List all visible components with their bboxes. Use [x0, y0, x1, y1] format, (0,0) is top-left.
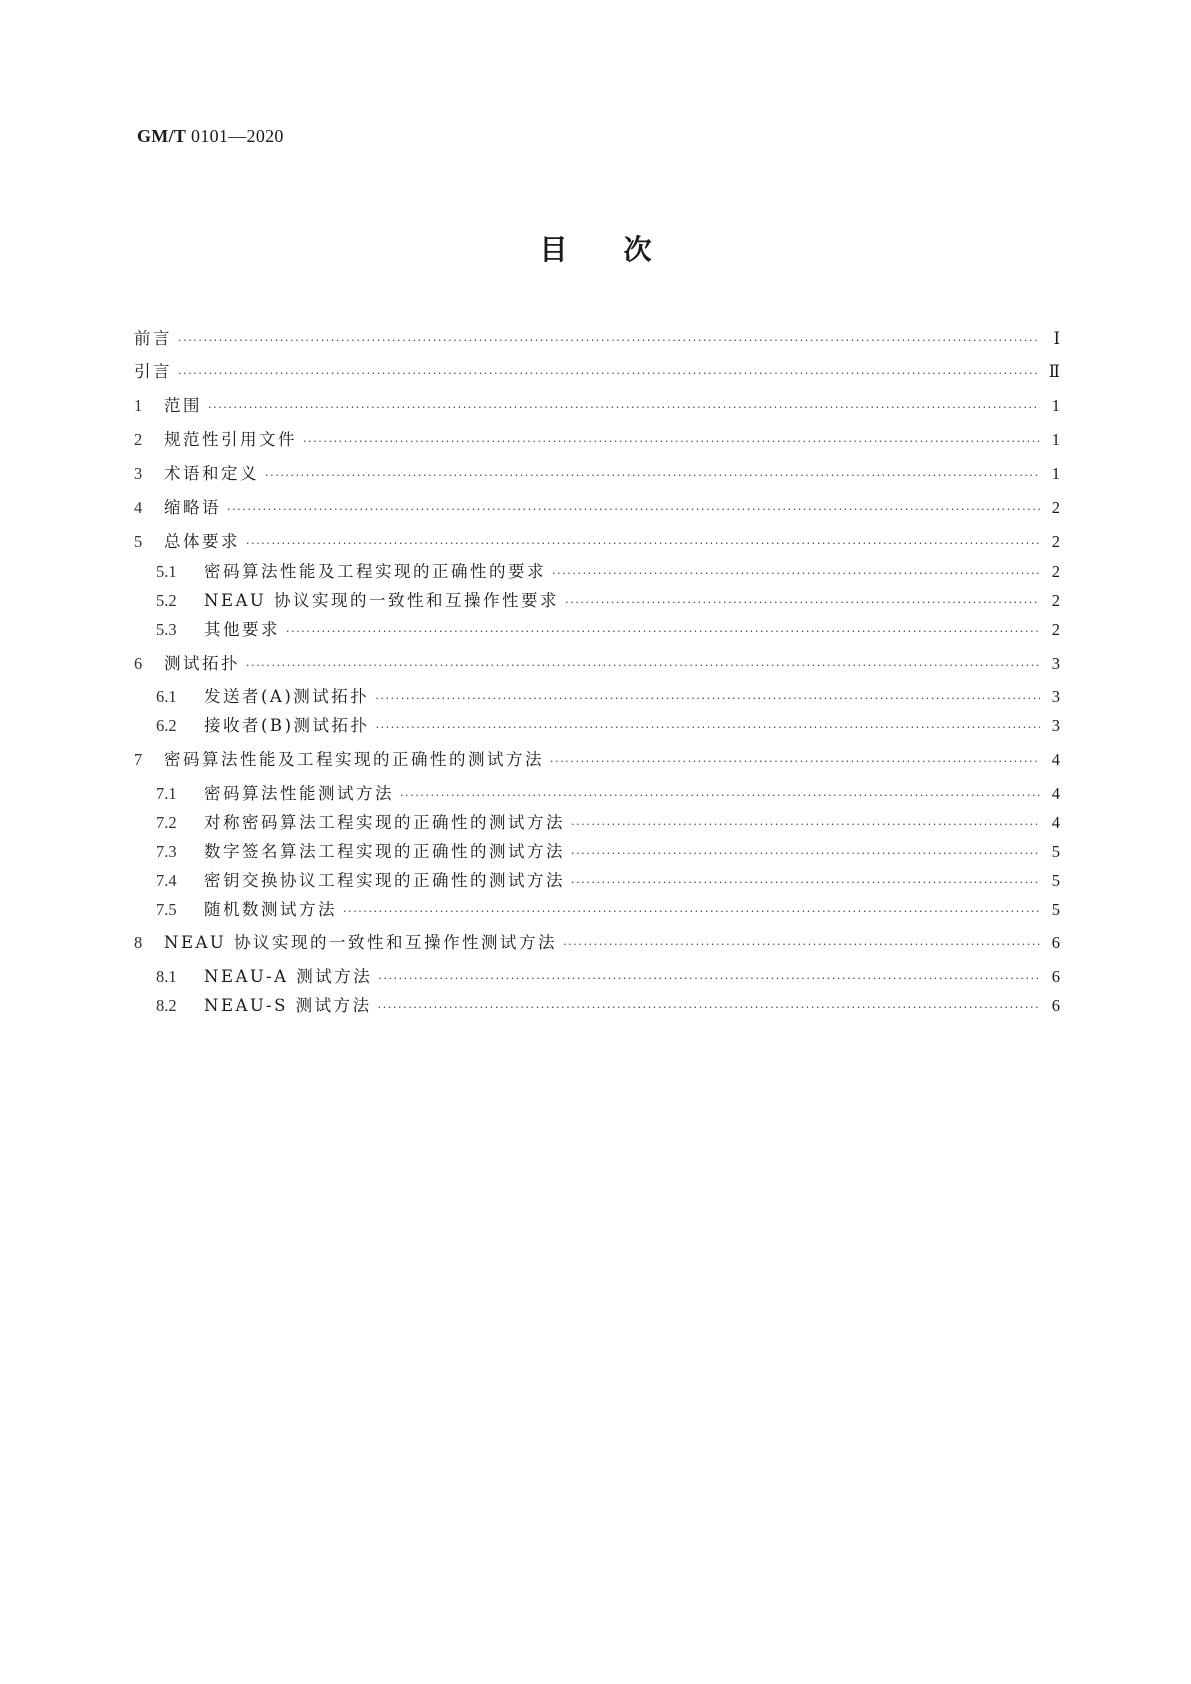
toc-entry-text: NEAU 协议实现的一致性和互操作性要求: [204, 591, 560, 610]
toc-entry-text: 测试拓扑: [164, 654, 240, 673]
toc-entry-number: 8.2: [156, 996, 177, 1015]
toc-entry-7-3[interactable]: [156, 840, 1060, 864]
toc-entry-2[interactable]: [134, 428, 1060, 452]
toc-entry-8[interactable]: [134, 931, 1060, 955]
toc-dot-leader: [400, 784, 1040, 808]
toc-entry-number: 7.5: [156, 900, 177, 919]
toc-entry-6[interactable]: [134, 652, 1060, 676]
toc-entry-text: 发送者(A)测试拓扑: [204, 687, 370, 706]
toc-entry-text: NEAU-A 测试方法: [204, 967, 373, 986]
toc-entry-text: 总体要求: [164, 532, 240, 551]
toc-entry-number: 7.3: [156, 842, 177, 861]
toc-page-number: 4: [1051, 750, 1060, 769]
toc-page-number: Ⅱ: [1048, 362, 1060, 381]
toc-page-number: 5: [1051, 842, 1060, 861]
toc-dot-leader: [565, 591, 1040, 615]
toc-page-number: 6: [1051, 996, 1060, 1015]
toc-entry-6-1[interactable]: [156, 685, 1060, 709]
toc-page-number: 6: [1051, 933, 1060, 952]
toc-entry-7-2[interactable]: [156, 811, 1060, 835]
toc-entry-7-4[interactable]: [156, 869, 1060, 893]
toc-entry-number: 7.2: [156, 813, 177, 832]
toc-page-number: 3: [1051, 687, 1060, 706]
toc-dot-leader: [246, 532, 1040, 556]
toc-dot-leader: [178, 329, 1040, 353]
toc-entry-number: 5: [134, 532, 143, 551]
document-code: [137, 126, 284, 147]
toc-dot-leader: [550, 750, 1040, 774]
toc-entry-7-5[interactable]: [156, 898, 1060, 922]
toc-entry-text: 其他要求: [204, 620, 280, 639]
toc-dot-leader: [378, 967, 1040, 991]
toc-entry-text: 密码算法性能及工程实现的正确性的要求: [204, 562, 546, 581]
toc-entry-number: 7: [134, 750, 143, 769]
page-title: 目次: [539, 233, 708, 266]
toc-page-number: Ⅰ: [1053, 329, 1060, 348]
toc-entry-text: NEAU-S 测试方法: [204, 996, 372, 1015]
toc-entry-number: 3: [134, 464, 143, 483]
toc-page-number: 3: [1051, 716, 1060, 735]
toc-dot-leader: [246, 654, 1040, 678]
toc-dot-leader: [343, 900, 1040, 924]
toc-dot-leader: [571, 842, 1040, 866]
toc-entry-number: 7.4: [156, 871, 177, 890]
toc-entry-4[interactable]: [134, 496, 1060, 520]
toc-entry-text: 密码算法性能测试方法: [204, 784, 394, 803]
toc-dot-leader: [265, 464, 1040, 488]
toc-entry-text: NEAU 协议实现的一致性和互操作性测试方法: [164, 933, 558, 952]
toc-entry-number: 6.1: [156, 687, 177, 706]
standard-number: 0101—2020: [191, 126, 284, 146]
toc-dot-leader: [227, 498, 1040, 522]
toc-entry-number: 5.1: [156, 562, 177, 581]
toc-entry-5-2[interactable]: [156, 589, 1060, 613]
toc-dot-leader: [376, 716, 1041, 740]
toc-entry-number: 7.1: [156, 784, 177, 803]
standard-prefix: GM/T: [137, 126, 187, 146]
toc-page-number: 3: [1051, 654, 1060, 673]
toc-entry-text: 范围: [164, 396, 202, 415]
toc-page-number: 6: [1051, 967, 1060, 986]
toc-dot-leader: [378, 996, 1040, 1020]
toc-entry-7-1[interactable]: [156, 782, 1060, 806]
toc-entry-text: 密钥交换协议工程实现的正确性的测试方法: [204, 871, 565, 890]
toc-entry-number: 5.2: [156, 591, 177, 610]
toc-entry-text: 密码算法性能及工程实现的正确性的测试方法: [164, 750, 544, 769]
toc-entry-introduction[interactable]: [134, 360, 1060, 384]
toc-page-number: 4: [1051, 813, 1060, 832]
toc-page-number: 4: [1051, 784, 1060, 803]
toc-entry-text: 随机数测试方法: [204, 900, 337, 919]
toc-page-number: 2: [1051, 498, 1060, 517]
toc-entry-text: 接收者(B)测试拓扑: [204, 716, 370, 735]
toc-page-number: 5: [1051, 871, 1060, 890]
toc-dot-leader: [375, 687, 1040, 711]
toc-page-number: 1: [1051, 430, 1060, 449]
toc-page-number: 5: [1051, 900, 1060, 919]
toc-entry-5[interactable]: [134, 530, 1060, 554]
toc-entry-number: 8: [134, 933, 143, 952]
toc-entry-8-2[interactable]: [156, 994, 1060, 1018]
toc-entry-number: 6: [134, 654, 143, 673]
toc-entry-text: 术语和定义: [164, 464, 259, 483]
toc-entry-text: 引言: [134, 362, 172, 381]
toc-entry-6-2[interactable]: [156, 714, 1060, 738]
toc-page-number: 2: [1051, 562, 1060, 581]
toc-entry-1[interactable]: [134, 394, 1060, 418]
toc-entry-text: 对称密码算法工程实现的正确性的测试方法: [204, 813, 565, 832]
toc-entry-text: 前言: [134, 329, 172, 348]
toc-page-number: 2: [1051, 532, 1060, 551]
toc-dot-leader: [571, 871, 1040, 895]
toc-dot-leader: [178, 362, 1040, 386]
toc-entry-number: 4: [134, 498, 143, 517]
toc-dot-leader: [303, 430, 1040, 454]
toc-entry-5-1[interactable]: [156, 560, 1060, 584]
toc-entry-number: 8.1: [156, 967, 177, 986]
toc-dot-leader: [552, 562, 1040, 586]
toc-entry-8-1[interactable]: [156, 965, 1060, 989]
toc-dot-leader: [286, 620, 1040, 644]
toc-page-number: 1: [1051, 396, 1060, 415]
toc-entry-number: 6.2: [156, 716, 177, 735]
toc-entry-text: 规范性引用文件: [164, 430, 297, 449]
toc-entry-number: 5.3: [156, 620, 177, 639]
toc-entry-number: 1: [134, 396, 143, 415]
toc-entry-text: 缩略语: [164, 498, 221, 517]
toc-dot-leader: [208, 396, 1040, 420]
toc-page-number: 1: [1051, 464, 1060, 483]
toc-entry-5-3[interactable]: [156, 618, 1060, 642]
toc-page-number: 2: [1051, 591, 1060, 610]
toc-dot-leader: [563, 933, 1040, 957]
toc-entry-3[interactable]: [134, 462, 1060, 486]
toc-entry-number: 2: [134, 430, 143, 449]
toc-entry-7[interactable]: [134, 748, 1060, 772]
toc-dot-leader: [571, 813, 1040, 837]
toc-entry-text: 数字签名算法工程实现的正确性的测试方法: [204, 842, 565, 861]
toc-page-number: 2: [1051, 620, 1060, 639]
toc-entry-foreword[interactable]: [134, 327, 1060, 351]
